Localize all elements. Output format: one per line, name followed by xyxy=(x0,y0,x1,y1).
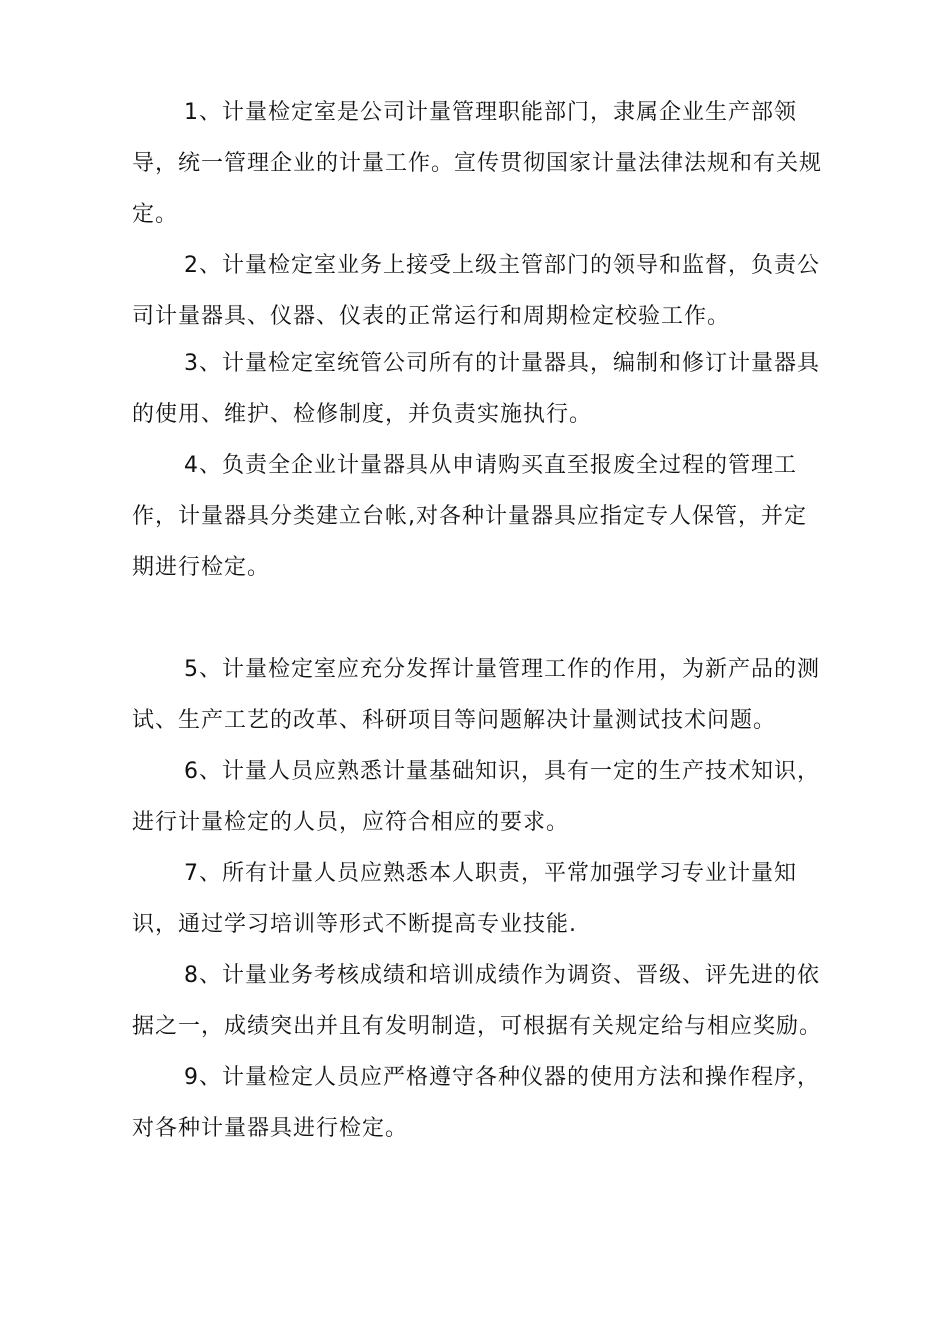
paragraph-9: 9、计量检定人员应严格遵守各种仪器的使用方法和操作程序，对各种计量器具进行检定。 xyxy=(132,1065,820,1141)
paragraph-2: 2、计量检定室业务上接受上级主管部门的领导和监督，负责公司计量器具、仪器、仪表的正常运行和周期检定校验工作。 xyxy=(132,253,820,329)
paragraph-3: 3、计量检定室统管公司所有的计量器具，编制和修订计量器具的使用、维护、检修制度，并负责实施执行。 xyxy=(132,351,820,427)
paragraph-8: 8、计量业务考核成绩和培训成绩作为调资、晋级、评先进的依据之一，成绩突出并且有发明制造，可根据有关规定给与相应奖励。 xyxy=(132,963,823,1039)
paragraph-5: 5、计量检定室应充分发挥计量管理工作的作用，为新产品的测试、生产工艺的改革、科研项目等问题解决计量测试技术问题。 xyxy=(132,657,820,733)
paragraph-6: 6、计量人员应熟悉计量基础知识，具有一定的生产技术知识，进行计量检定的人员，应符合相应的要求。 xyxy=(132,759,820,835)
paragraph-4: 4、负责全企业计量器具从申请购买直至报废全过程的管理工作，计量器具分类建立台帐,对各种计量器具应指定专人保管，并定期进行检定。 xyxy=(132,453,807,580)
paragraph-1: 1、计量检定室是公司计量管理职能部门，隶属企业生产部领导，统一管理企业的计量工作。宣传贯彻国家计量法律法规和有关规定。 xyxy=(132,100,823,227)
paragraph-7: 7、所有计量人员应熟悉本人职责，平常加强学习专业计量知识，通过学习培训等形式不断提高专业技能. xyxy=(132,861,797,937)
